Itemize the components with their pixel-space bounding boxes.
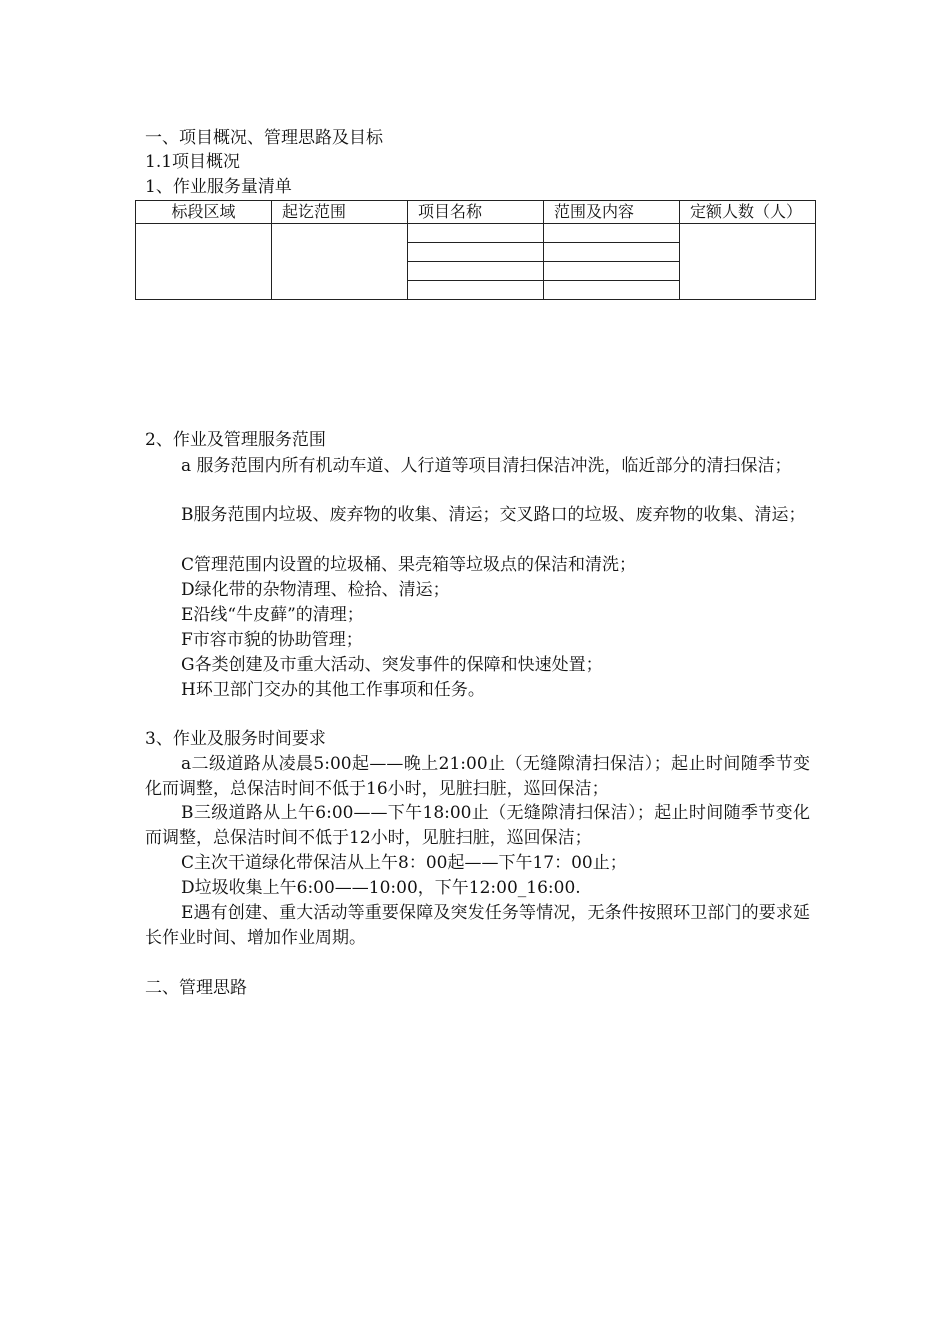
heading-management-approach: 二、管理思路 (145, 978, 247, 998)
table-cell-scope (544, 262, 680, 281)
header-scope-content: 范围及内容 (544, 201, 680, 224)
service-quantity-table (135, 200, 816, 300)
table-cell-project-name (408, 262, 544, 281)
section2-item-f: F市容市貌的协助管理； (181, 630, 363, 650)
table-cell-scope (544, 281, 680, 300)
header-section-area: 标段区域 (136, 201, 272, 224)
table-cell-quota (680, 224, 816, 300)
section3-item-c: C主次干道绿化带保洁从上午8：00起——下午17：00止； (181, 853, 627, 873)
section2-item-d: D绿化带的杂物清理、检拾、清运； (181, 580, 450, 600)
section2-item-a: a 服务范围内所有机动车道、人行道等项目清扫保洁冲洗，临近部分的清扫保洁； (181, 456, 792, 476)
table-cell-scope (544, 224, 680, 243)
heading-project-overview: 1.1项目概况 (145, 152, 241, 172)
heading-project-overview-management: 一、项目概况、管理思路及目标 (145, 128, 383, 148)
table-cell-section-area (136, 224, 272, 300)
section2-item-b: B服务范围内垃圾、废弃物的收集、清运；交叉路口的垃圾、废弃物的收集、清运； (181, 505, 806, 525)
header-quota-people: 定额人数（人） (680, 201, 816, 224)
table-cell-project-name (408, 281, 544, 300)
section2-item-g: G各类创建及市重大活动、突发事件的保障和快速处置； (181, 655, 603, 675)
section2-item-e: E沿线“牛皮藓”的清理； (181, 605, 364, 625)
section3-title: 3、作业及服务时间要求 (145, 729, 326, 749)
table-cell-range (272, 224, 408, 300)
table-header-row (136, 201, 816, 224)
table-row (136, 224, 816, 243)
table-cell-scope (544, 243, 680, 262)
header-start-end-range: 起讫范围 (272, 201, 408, 224)
table-cell-project-name (408, 243, 544, 262)
section2-item-h: H环卫部门交办的其他工作事项和任务。 (181, 680, 485, 700)
section3-item-a: a二级道路从凌晨5:00起——晚上21:00止（无缝隙清扫保洁）；起止时间随季节变化而调整，总保洁时间不低于16小时，见脏扫脏，巡回保洁； (145, 754, 810, 799)
section2-title: 2、作业及管理服务范围 (145, 430, 326, 450)
section3-item-e: E遇有创建、重大活动等重要保障及突发任务等情况，无条件按照环卫部门的要求延长作业时间、增加作业周期。 (145, 903, 810, 948)
section3-item-d: D垃圾收集上午6:00——10:00，下午12:00_16:00. (181, 878, 581, 898)
section3-item-b: B三级道路从上午6:00——下午18:00止（无缝隙清扫保洁）；起止时间随季节变化而调整，总保洁时间不低于12小时，见脏扫脏，巡回保洁； (145, 803, 810, 848)
heading-service-list: 1、作业服务量清单 (145, 177, 292, 197)
section2-item-c: C管理范围内设置的垃圾桶、果壳箱等垃圾点的保洁和清洗； (181, 555, 637, 575)
header-project-name: 项目名称 (408, 201, 544, 224)
table-cell-project-name (408, 224, 544, 243)
